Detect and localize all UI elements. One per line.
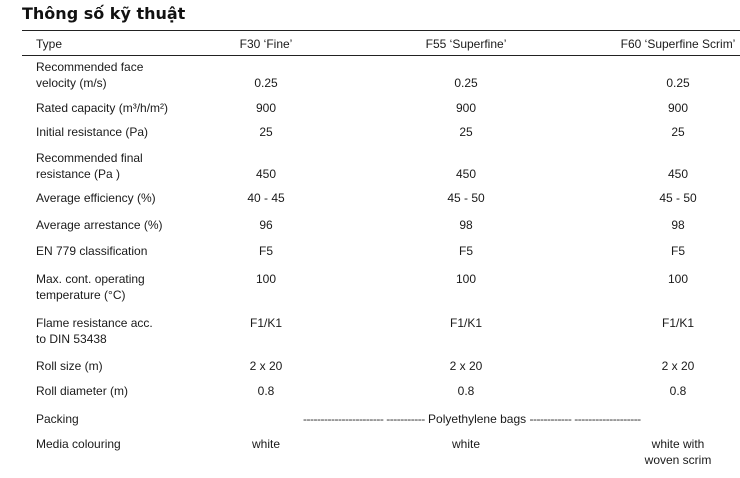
spec-row-value: F1/K1 (661, 316, 694, 330)
spec-row-value: 450 (667, 167, 689, 181)
header-f60: F60 ‘Superfine Scrim’ (620, 37, 736, 51)
spec-row-value: 450 (455, 167, 477, 181)
media-colouring-f60: white with woven scrim (644, 437, 712, 467)
spec-row-value: 45 - 50 (447, 191, 485, 205)
spec-row-label: Initial resistance (Pa) (36, 125, 149, 139)
spec-row-value: 100 (455, 272, 477, 286)
spec-row-value: 0.25 (454, 76, 478, 90)
spec-row-value: 0.25 (254, 76, 278, 90)
packing-dash-left: ----------------------- ----------- (303, 412, 425, 426)
spec-row-label: Max. cont. operating temperature (°C) (36, 272, 145, 302)
spec-row-label: Rated capacity (m³/h/m²) (36, 101, 169, 115)
packing-dash-right: ------------ ------------------- (529, 412, 641, 426)
spec-row-label: Recommended final resistance (Pa ) (36, 151, 143, 181)
spec-row-value: 0.8 (257, 384, 275, 398)
media-colouring-label: Media colouring (36, 437, 121, 451)
spec-row-value: 25 (671, 125, 685, 139)
spec-row-label: Average efficiency (%) (36, 191, 156, 205)
header-type: Type (36, 37, 63, 51)
spec-row-value: 100 (255, 272, 277, 286)
spec-row-value: 25 (259, 125, 273, 139)
header-f30: F30 ‘Fine’ (239, 37, 293, 51)
spec-row-value: F5 (670, 244, 685, 258)
header-rule (22, 55, 740, 56)
spec-row-label: Average arrestance (%) (36, 218, 163, 232)
spec-row-value: 40 - 45 (247, 191, 285, 205)
spec-row-value: 25 (459, 125, 473, 139)
spec-row-label: Roll diameter (m) (36, 384, 129, 398)
media-colouring-f30: white (251, 437, 280, 451)
spec-row-value: 98 (459, 218, 473, 232)
spec-row-value: 0.25 (666, 76, 690, 90)
packing-value: Polyethylene bags (428, 412, 527, 426)
spec-row-value: 2 x 20 (249, 359, 283, 373)
spec-row-value: 900 (455, 101, 477, 115)
spec-row-label: Roll size (m) (36, 359, 103, 373)
spec-row-value: 98 (671, 218, 685, 232)
spec-row-value: 100 (667, 272, 689, 286)
spec-row-value: 900 (667, 101, 689, 115)
header-f55: F55 ‘Superfine’ (425, 37, 507, 51)
spec-row-label: Recommended face velocity (m/s) (36, 60, 144, 90)
spec-row-value: 450 (255, 167, 277, 181)
spec-row-label: EN 779 classification (36, 244, 148, 258)
page-title: Thông số kỹ thuật (22, 4, 186, 23)
packing-label: Packing (36, 412, 79, 426)
spec-row-value: 45 - 50 (659, 191, 697, 205)
spec-row-label: Flame resistance acc. to DIN 53438 (36, 316, 153, 346)
spec-row-value: F1/K1 (449, 316, 482, 330)
spec-row-value: F5 (458, 244, 473, 258)
media-colouring-f55: white (451, 437, 480, 451)
spec-row-value: F5 (258, 244, 273, 258)
packing-value-span (303, 411, 641, 427)
spec-row-value: F1/K1 (249, 316, 282, 330)
spec-row-value: 900 (255, 101, 277, 115)
spec-row-value: 0.8 (669, 384, 687, 398)
spec-row-value: 2 x 20 (661, 359, 695, 373)
table-top-rule (22, 30, 740, 31)
spec-row-value: 0.8 (457, 384, 475, 398)
spec-row-value: 96 (259, 218, 273, 232)
spec-row-value: 2 x 20 (449, 359, 483, 373)
